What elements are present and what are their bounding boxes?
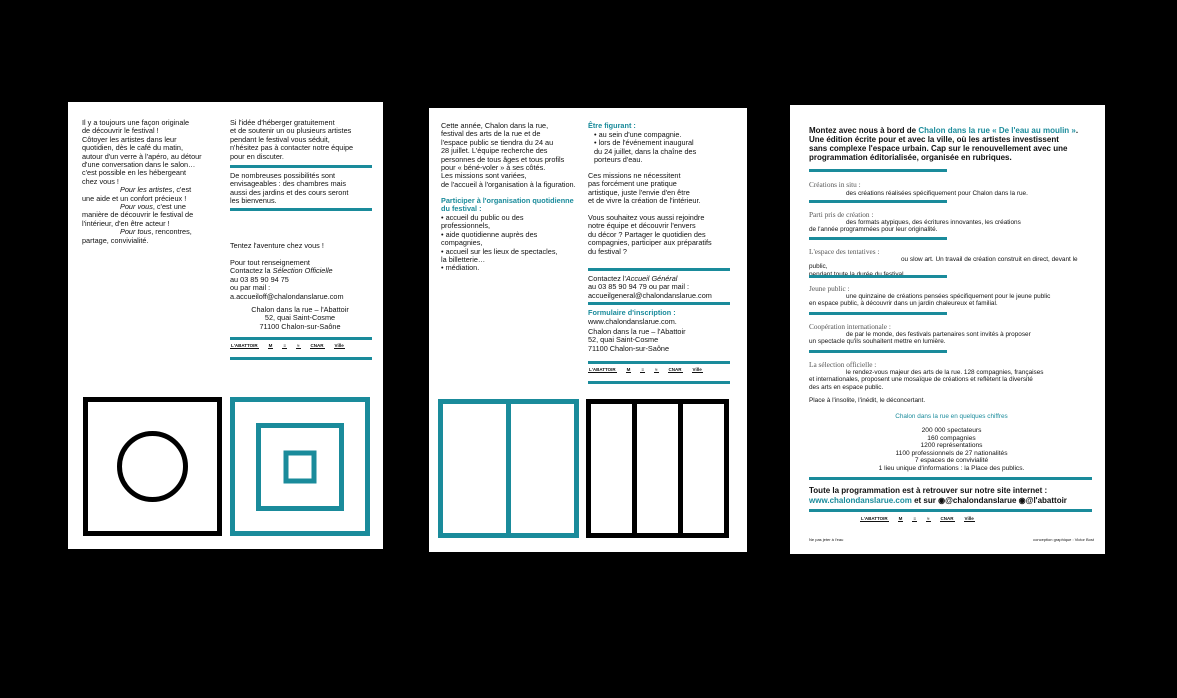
logo-wave: ≈ [927,516,930,521]
footer-line1: Toute la programmation est à retrouver sur notre site internet : [809,486,1048,495]
footer-site-link[interactable]: www.chalondanslarue.com [809,496,912,505]
logo-m: M [898,516,903,521]
teal-square-middle [259,426,342,509]
flyer-page-benevoles [429,108,747,552]
logo-cnar: CNAR [668,367,682,372]
sheet1-col2-p1: Si l'idée d'héberger gratuitement et de soutenir un ou plusieurs artistes pendant le festival vous séduit, n'hésitez pas à contacter notre équipe pour en discuter. [230,118,354,161]
footer-line2 [809,496,1099,506]
black-circle [120,434,186,500]
rubric-text: de par le monde, des festivals partenaires sont invités à proposer un spectacle qu'ils souhaitent mettre en lumière. [809,331,1031,346]
rubric-title: Parti pris de création : [809,210,874,219]
sheet2-col2-list: • au sein d'une compagnie. • lors de l'événement inaugural du 24 juillet, dans la chaîne des porteurs d'eau. [594,130,697,165]
divider [809,350,947,353]
divider [809,169,947,172]
sheet3-tagline: Place à l'insolite, l'inédit, le déconcertant. [809,397,926,404]
sheet1-contact-c: au 03 85 90 94 75 ou par mail : a.accueiloff@chalondanslarue.com [230,274,344,301]
divider [809,509,1092,512]
rubric-text: des formats atypiques, des écritures innovantes, les créations de l'année programmées pour leur originalité. [809,219,1021,234]
sheet1-tous-label: Pour tous [120,227,152,237]
instagram-icon: ◉ [1018,496,1026,505]
logo-ville: Ville [692,367,702,372]
logo-abattoir: L'ABATTOIR [231,343,258,348]
rubric-title: Créations in situ : [809,180,861,189]
sheet1-graphics [68,102,383,549]
sheet1-contact-a: Pour tout renseignement Contactez la [230,258,310,276]
logo-abattoir: L'ABATTOIR [861,516,888,521]
sheet3-intro-c: . Une édition écrite pour et avec la ville, où les artistes investissent sans complexe l'espace urbain. Cap sur le renouvellement avec une programmation éditorialisée, organisée en rubriques. [809,126,1079,162]
divider [809,312,947,315]
sheet2-form-url[interactable]: www.chalondanslarue.com. [588,317,677,326]
flyer-page-hebergement [68,102,383,549]
sheet1-vous-text: , c'est une manière de découvrir le festival de l'intérieur, d'en être acteur ! [82,202,194,228]
divider [809,200,947,203]
logo-m: M [268,343,273,348]
teal-square-inner [286,453,314,481]
sheet1-address: Chalon dans la rue – l'Abattoir 52, quai Saint-Cosme 71100 Chalon-sur-Saône [251,305,349,331]
sheet1-col2-p2: De nombreuses possibilités sont envisageables : des chambres mais aussi des jardins et des cours seront les bienvenus. [230,171,349,206]
sheet2-col1-heading: Participer à l'organisation quotidienne du festival : [441,196,574,214]
small-note-right: conception graphique : Victor Bost [1033,537,1094,542]
divider [809,275,947,278]
sheet2-address: Chalon dans la rue – l'Abattoir 52, quai Saint-Cosme 71100 Chalon-sur-Saône [588,327,686,353]
black-square-frame [86,400,220,534]
logo-lines: ≡ [913,516,917,521]
divider [809,477,1092,480]
sheet2-col1-list: • accueil du public ou des professionnels, • aide quotidienne auprès des compagnies, • accueil sur les lieux de spectacles, la billetterie… • médiation. [441,213,558,273]
partner-logos [860,516,975,522]
sheet2-graphics [429,108,747,552]
sheet1-col2-p3: Tentez l'aventure chez vous ! [230,241,324,250]
sheet1-tous-text: , rencontres, partage, convivialité. [82,227,192,245]
sheet2-intro: Cette année, Chalon dans la rue, festival des arts de la rue et de l'espace public se tiendra du 24 au 28 juillet. L'équipe recherche des personnes de tous âges et tous profils pour « béné-voler » à ses côtés. Les missions sont variées, de l'accueil à l'organisation à la figuration. [441,121,576,189]
sheet1-contact-b: Sélection Officielle [272,266,333,276]
footer-and: et sur [911,496,939,505]
logo-m: M [626,367,631,372]
logo-lines: ≡ [283,343,287,348]
sheet3-intro-a: Montez avec nous à bord de [809,126,919,135]
rubric-title: La sélection officielle : [809,360,877,369]
rubric-text: une quinzaine de créations pensées spécifiquement pour le jeune public en espace public, à découvrir dans un jardin chaleureux et familial. [809,293,1051,308]
black-panel-frame [589,402,727,536]
logo-cnar: CNAR [310,343,324,348]
sheet1-vous-label: Pour vous [120,202,153,212]
divider [809,237,947,240]
logo-ville: Ville [334,343,344,348]
rubric-text: le rendez-vous majeur des arts de la rue. 128 compagnies, françaises et internationales, proposent une mosaïque de créations et reflètent la diversité des arts en espace public. [809,369,1044,391]
sheet3-intro [809,126,1099,162]
footer-social-1[interactable]: @chalondanslarue [945,496,1017,505]
flyer-page-programme [790,105,1105,554]
logo-wave: ≈ [297,343,300,348]
sheet2-contact-b: Accueil Général [625,274,678,283]
rubric-title: Jeune public : [809,284,850,293]
small-note-left: Ne pas jeter à l'eau [809,537,844,542]
sheet1-artistes-text: , c'est une aide et un confort précieux ! [82,185,192,203]
sheet1-artistes-label: Pour les artistes [120,185,173,195]
rubric-text: des créations réalisées spécifiquement pour Chalon dans la rue. [846,190,1028,197]
rubric-title: Coopération internationale : [809,322,891,331]
sheet2-col2-p1: Ces missions ne nécessitent pas forcément une pratique artistique, juste l'envie d'en être et de vivre la création de l'intérieur. [588,171,701,206]
logo-abattoir: L'ABATTOIR [589,367,616,372]
instagram-icon: ◉ [938,496,946,505]
logo-lines: ≡ [641,367,645,372]
sheet2-contact-a: Contactez l' [588,274,626,283]
figures-heading: Chalon dans la rue en quelques chiffres [895,413,1008,420]
footer-social-2[interactable]: @l'abattoir [1025,496,1067,505]
sheet2-col2-heading: Être figurant : [588,121,636,130]
teal-square-outer [233,400,368,534]
rubric-text: ou slow art. Un travail de création construit en direct, devant le public, [809,256,1078,271]
logo-wave: ≈ [655,367,658,372]
sheet1-intro: Il y a toujours une façon originale de découvrir le festival ! Côtoyer les artistes dans leur quotidien, dès le café du matin, autour d'un verre à l'apéro, au détour d'une conversation dans le salon… c'est possible en les hébergeant chez vous ! [82,118,202,186]
sheet3-intro-b: Chalon dans la rue « De l'eau au moulin » [918,126,1076,135]
rubric-title: L'espace des tentatives : [809,247,880,256]
sheet2-contact-c: au 03 85 90 94 79 ou par mail : accueilgeneral@chalondanslarue.com [588,282,712,300]
figures-list: 200 000 spectateurs 160 compagnies 1200 représentations 1100 professionnels de 27 nationalités 7 espaces de convivialité 1 lieu unique d'informations : la Place des publics. [878,427,1025,472]
logo-ville: Ville [964,516,974,521]
sheet2-col2-p2: Vous souhaitez vous aussi rejoindre notre équipe et découvrir l'envers du décor ? Partager le quotidien des compagnies, participer aux préparatifs du festival ? [588,213,712,256]
logo-cnar: CNAR [940,516,954,521]
sheet2-form-heading: Formulaire d'inscription : [588,308,676,317]
